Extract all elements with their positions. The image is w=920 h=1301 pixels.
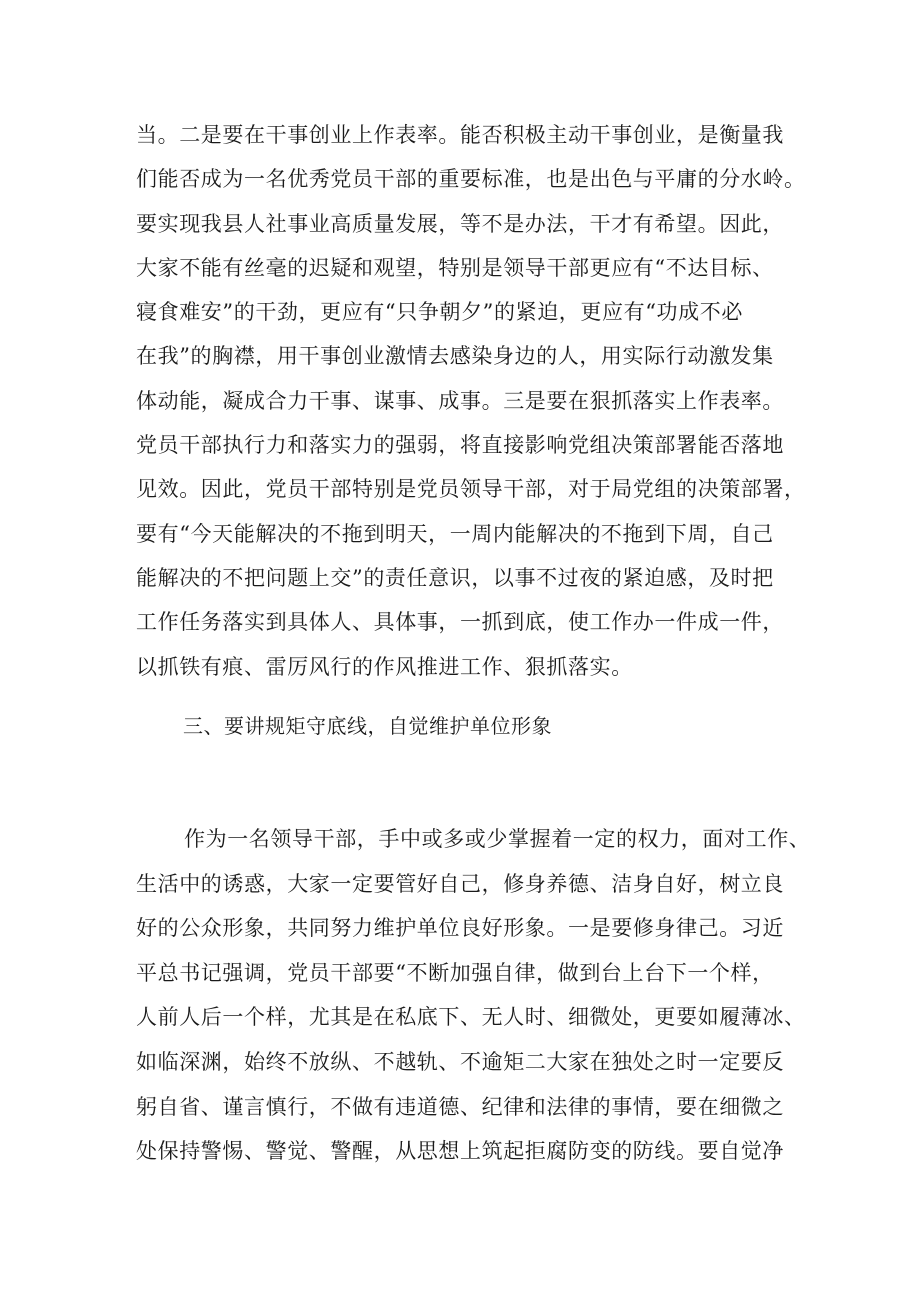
body-paragraph-2 — [136, 817, 811, 1174]
text-line: 躬自省、谨言慎行，不做有违道德、纪律和法律的事情，要在细微之 — [136, 1094, 784, 1119]
text-line: 处保持警惕、警觉、警醒，从思想上筑起拒腐防变的防线。要自觉净 — [136, 1139, 784, 1164]
text-line: 体动能，凝成合力干事、谋事、成事。三是要在狠抓落实上作表率。 — [136, 388, 784, 413]
text-line: 作为一名领导干部，手中或多或少掌握着一定的权力，面对工作、 — [184, 827, 811, 851]
section-heading: 三、要讲规矩守底线，自觉维护单位形象 — [183, 714, 552, 738]
text-line: 能解决的不把问题上交”的责任意识，以事不过夜的紧迫感，及时把 — [136, 565, 774, 590]
text-line: 党员干部执行力和落实力的强弱，将直接影响党组决策部署能否落地 — [136, 433, 784, 458]
text-line: 平总书记强调，党员干部要“不断加强自律，做到台上台下一个样， — [136, 960, 774, 985]
text-line: 寝食难安”的干劲，更应有“只争朝夕”的紧迫，更应有“功成不必 — [136, 300, 743, 325]
text-line: 大家不能有丝毫的迟疑和观望，特别是领导干部更应有“不达目标、 — [136, 255, 774, 280]
text-line: 要实现我县人社事业高质量发展，等不是办法，干才有希望。因此， — [136, 211, 784, 236]
text-line: 见效。因此，党员干部特别是党员领导干部，对于局党组的决策部署， — [136, 477, 806, 502]
text-line: 如临深渊，始终不放纵、不越轨、不逾矩二大家在独处之时一定要反 — [136, 1049, 784, 1074]
text-line: 要有“今天能解决的不拖到明天，一周内能解决的不拖到下周，自己 — [136, 521, 774, 546]
text-line: 工作任务落实到具体人、具体事，一抓到底，使工作办一件成一件， — [136, 610, 784, 635]
body-paragraph-1 — [136, 113, 806, 689]
text-line: 当。二是要在干事创业上作表率。能否积极主动干事创业，是衡量我 — [136, 123, 784, 147]
text-line: 好的公众形象，共同努力维护单位良好形象。一是要修身律己。习近 — [136, 916, 784, 941]
text-line: 生活中的诱惑，大家一定要管好自己，修身养德、洁身自好，树立良 — [136, 871, 784, 896]
text-line: 以抓铁有痕、雷厉风行的作风推进工作、狠抓落实。 — [136, 654, 633, 679]
text-line: 人前人后一个样，尤其是在私底下、无人时、细微处，更要如履薄冰、 — [136, 1005, 806, 1030]
text-line: 在我”的胸襟，用干事创业激情去感染身边的人，用实际行动激发集 — [136, 344, 774, 369]
text-line: 们能否成为一名优秀党员干部的重要标准，也是出色与平庸的分水岭。 — [136, 167, 806, 192]
